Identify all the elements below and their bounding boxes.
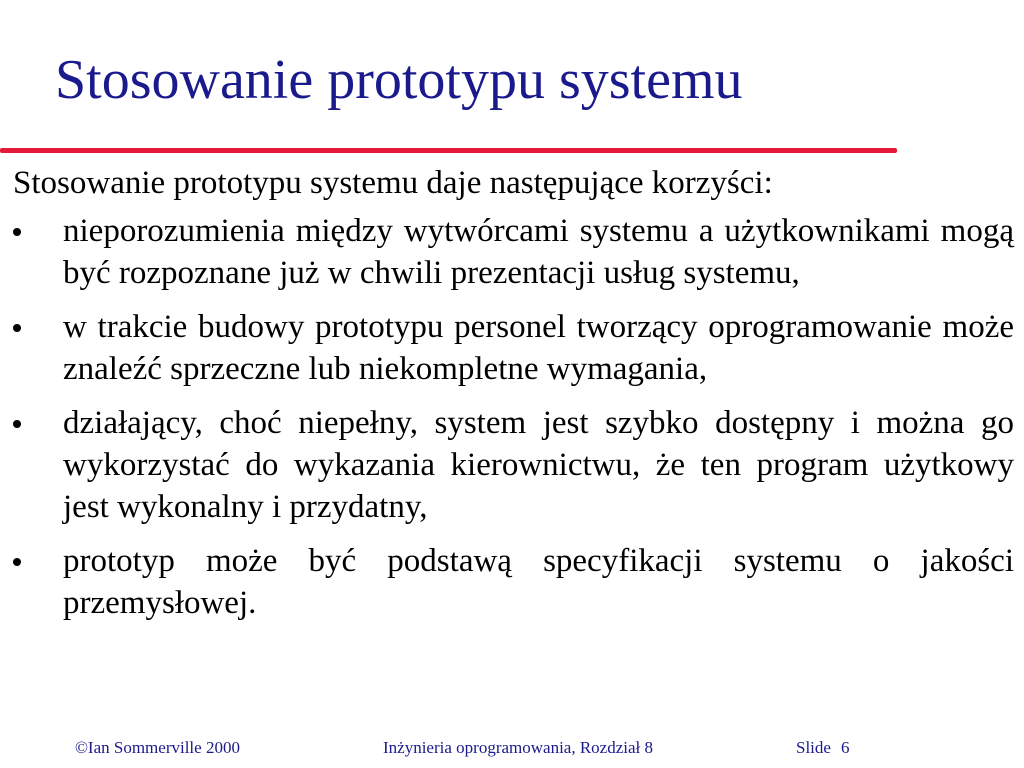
intro-text: Stosowanie prototypu systemu daje następujące korzyści: bbox=[13, 165, 773, 201]
bullet-item bbox=[13, 540, 1014, 624]
bullet-item bbox=[13, 402, 1014, 528]
bullet-text: w trakcie budowy prototypu personel tworzący oprogramowanie może znaleźć sprzeczne lub niekompletne wymagania, bbox=[63, 309, 1014, 387]
footer-copyright: ©Ian Sommerville 2000 bbox=[75, 738, 240, 757]
bullet-text: nieporozumienia między wytwórcami systemu a użytkownikami mogą być rozpoznane już w chwili prezentacji usług systemu, bbox=[63, 213, 1014, 291]
bullet-text: działający, choć niepełny, system jest szybko dostępny i można go wykorzystać do wykazania kierownictwu, że ten program użytkowy jest wykonalny i przydatny, bbox=[63, 405, 1014, 525]
bullet-text: prototyp może być podstawą specyfikacji systemu o jakości przemysłowej. bbox=[63, 543, 1014, 621]
slide-number: 6 bbox=[840, 738, 850, 757]
bullet-item bbox=[13, 210, 1014, 294]
bullet-dot-icon bbox=[13, 558, 21, 566]
bullet-dot-icon bbox=[13, 228, 21, 236]
slide-title: Stosowanie prototypu systemu bbox=[55, 49, 743, 111]
footer-slide-number bbox=[796, 738, 849, 758]
bullet-list bbox=[13, 210, 1014, 624]
bullet-item bbox=[13, 306, 1014, 390]
slide-body bbox=[13, 162, 1014, 636]
slide-label: Slide bbox=[796, 738, 831, 757]
bullet-dot-icon bbox=[13, 324, 21, 332]
title-divider bbox=[0, 148, 897, 153]
bullet-dot-icon bbox=[13, 420, 21, 428]
footer-course: Inżynieria oprogramowania, Rozdział 8 bbox=[383, 738, 654, 757]
